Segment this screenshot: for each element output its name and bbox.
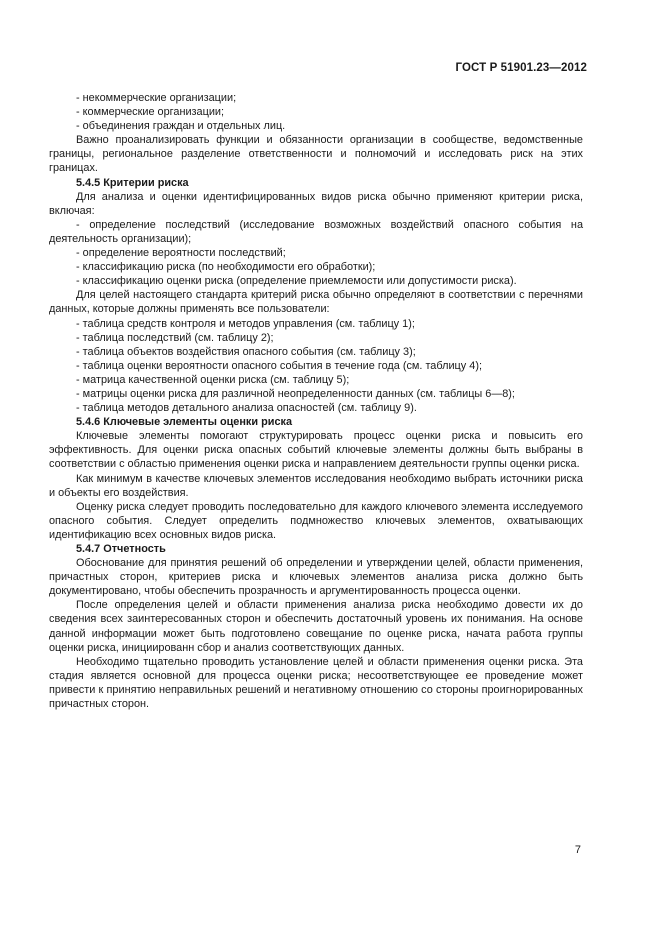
paragraph: После определения целей и области применения анализа риска необходимо довести их до сведения всех заинтересованных сторон и обеспечить достаточный уровень их понимания. На основе данной информации может быть подготовлено совещание по оценке риска, начата работа группы оценки риска, инициированн сбор и анализ соответствующих данных. <box>49 599 583 654</box>
paragraph: Ключевые элементы помогают структурировать процесс оценки риска и повысить его эффективность. Для оценки риска опасных событий ключевые элементы должны быть выбраны в соответствии с областью применения оценки риска и направлением деятельности группы оценки риска. <box>49 430 583 471</box>
page-number: 7 <box>574 844 581 856</box>
paragraph: Обоснование для принятия решений об определении и утверждении целей, области применения, причастных сторон, критериев риска и ключевых элементов анализа риска должно быть документировано, чтобы обеспечить прозрачность и аргументированность процесса оценки. <box>49 557 583 598</box>
paragraph: Для анализа и оценки идентифицированных видов риска обычно применяют критерии риска, включая: <box>49 190 583 217</box>
document-code: ГОСТ Р 51901.23—2012 <box>455 62 587 74</box>
list-item: - классификацию риска (по необходимости его обработки); <box>76 261 376 274</box>
paragraph: Оценку риска следует проводить последовательно для каждого ключевого элемента исследуемого опасного события. Следует определить подмножество ключевых элементов, охватывающих идентификацию всех основных видов риска. <box>49 500 583 541</box>
list-item: - таблица методов детального анализа опасностей (см. таблицу 9). <box>76 402 417 415</box>
paragraph: Как минимум в качестве ключевых элементов исследования необходимо выбрать источники риска и объекты его воздействия. <box>49 472 583 499</box>
list-item: - таблица оценки вероятности опасного события в течение года (см. таблицу 4); <box>76 359 482 372</box>
list-item: - некоммерческие организации; <box>76 92 237 104</box>
paragraph: - определение последствий (исследование возможных воздействий опасного события на деятельность организации); <box>49 218 583 245</box>
paragraph: Необходимо тщательно проводить установление целей и области применения оценки риска. Эта стадия является основной для процесса оценки риска; несоответствующее ее проведение может привести к принятию неправильных решений и негативному отношению со стороны проигнорированных причастных сторон. <box>49 655 583 711</box>
section-heading: 5.4.6 Ключевые элементы оценки риска <box>76 416 293 429</box>
list-item: - классификацию оценки риска (определение приемлемости или допустимости риска). <box>76 275 517 288</box>
section-heading: 5.4.7 Отчетность <box>76 543 166 555</box>
list-item: - матрицы оценки риска для различной неопределенности данных (см. таблицы 6—8); <box>76 387 515 400</box>
list-item: - матрица качественной оценки риска (см. таблицу 5); <box>76 373 350 386</box>
document-body <box>49 91 583 711</box>
list-item: - таблица объектов воздействия опасного события (см. таблицу 3); <box>76 345 416 358</box>
list-item: - таблица средств контроля и методов управления (см. таблицу 1); <box>76 317 415 330</box>
paragraph: Важно проанализировать функции и обязанности организации в сообществе, ведомственные границы, региональное разделение ответственности и полномочий и исследовать риск на этих границах. <box>49 134 583 175</box>
list-item: - объединения граждан и отдельных лиц. <box>76 120 286 133</box>
section-heading: 5.4.5 Критерии риска <box>76 176 189 189</box>
paragraph: Для целей настоящего стандарта критерий риска обычно определяют в соответствии с перечнями данных, которые должны применять все пользователи: <box>49 289 583 316</box>
list-item: - таблица последствий (см. таблицу 2); <box>76 331 274 344</box>
list-item: - коммерческие организации; <box>76 106 225 119</box>
list-item: - определение вероятности последствий; <box>76 247 286 260</box>
